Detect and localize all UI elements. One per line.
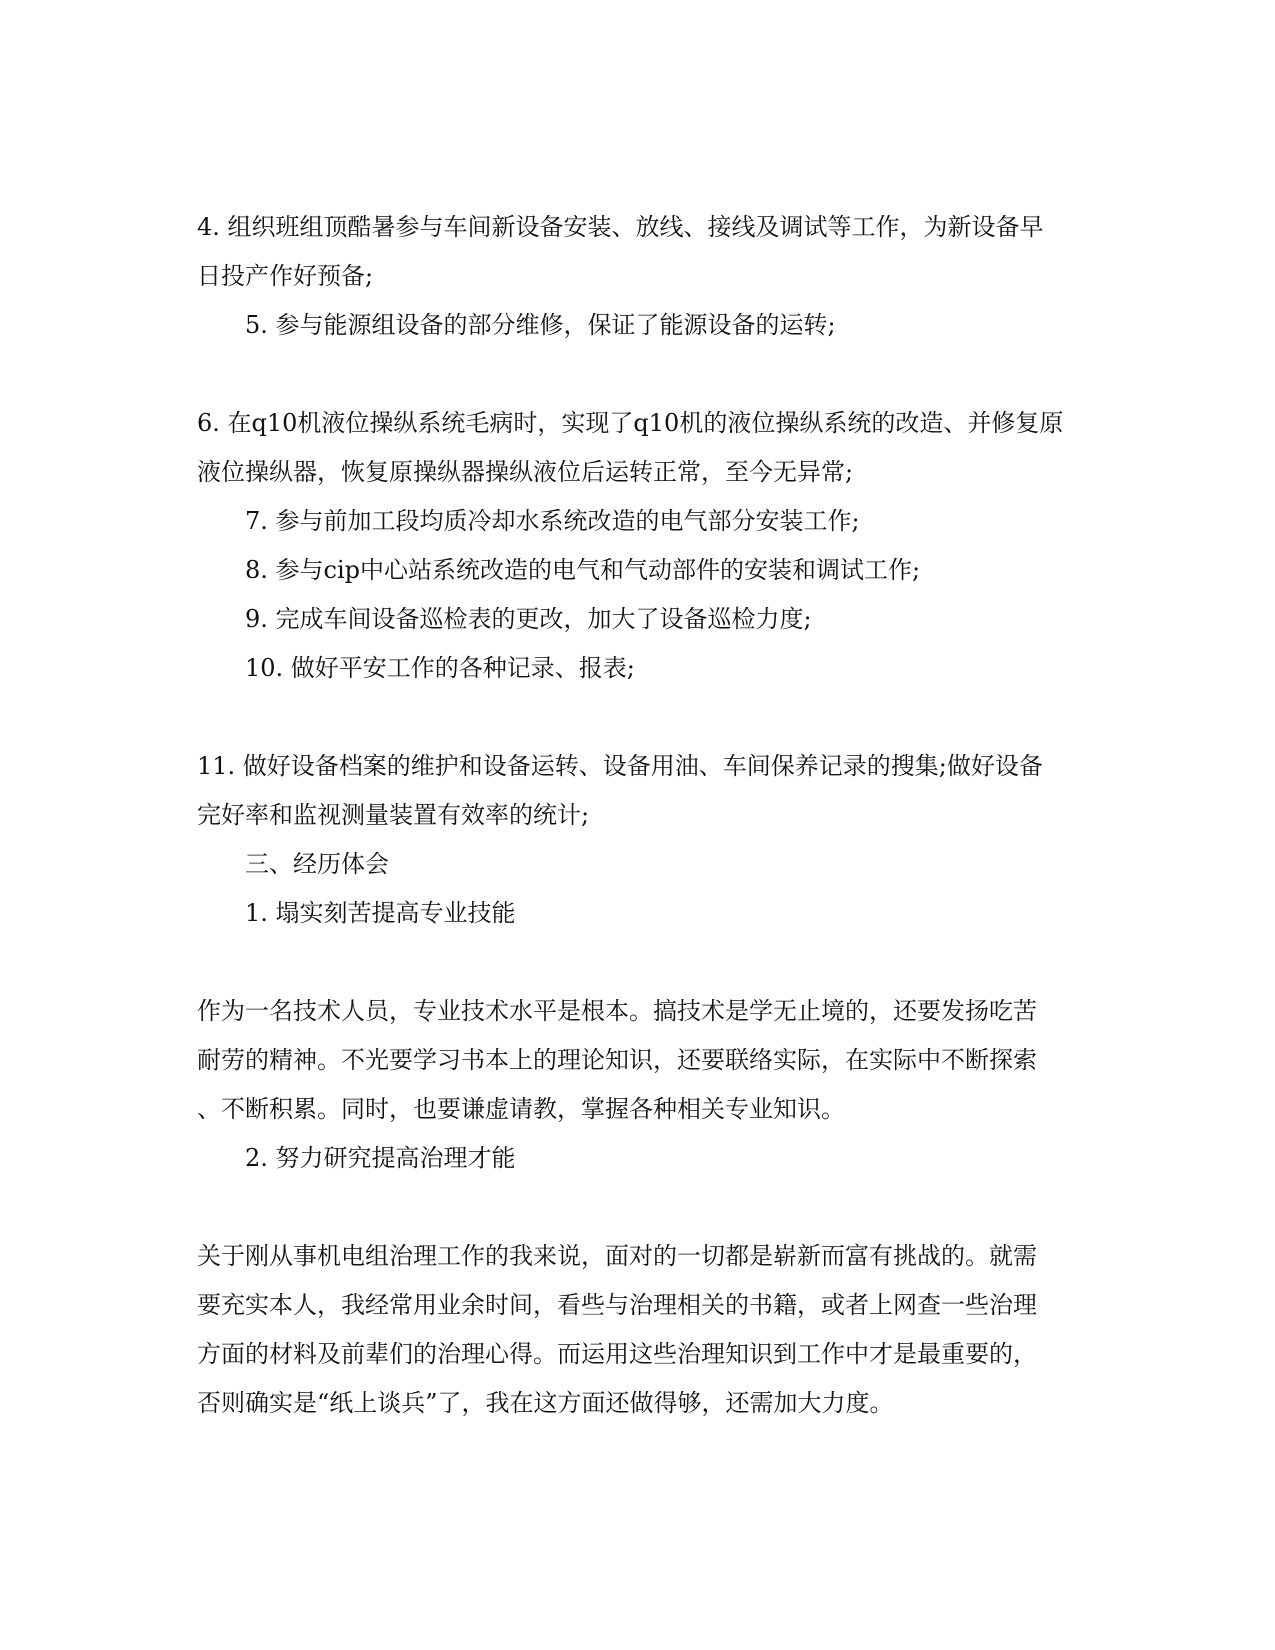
text-line: 11. 做好设备档案的维护和设备运转、设备用油、车间保养记录的搜集;做好设备	[197, 752, 1043, 780]
text-line: 耐劳的精神。不光要学习书本上的理论知识，还要联络实际，在实际中不断探索	[197, 1046, 1037, 1074]
paragraph-gap	[197, 350, 1077, 399]
text-line: 8. 参与cip中心站系统改造的电气和气动部件的安装和调试工作;	[245, 556, 921, 584]
text-line: 4. 组织班组顶酷暑参与车间新设备安装、放线、接线及调试等工作，为新设备早	[197, 213, 1044, 241]
paragraph-gap	[197, 693, 1077, 742]
document-body	[197, 203, 1077, 1428]
paragraph-gap	[197, 1183, 1077, 1232]
text-line: 6. 在q10机液位操纵系统毛病时，实现了q10机的液位操纵系统的改造、并修复原	[197, 409, 1064, 437]
text-line: 方面的材料及前辈们的治理心得。而运用这些治理知识到工作中才是最重要的，	[197, 1340, 1037, 1368]
text-line: 要充实本人，我经常用业余时间，看些与治理相关的书籍，或者上网查一些治理	[197, 1291, 1037, 1319]
text-line: 完好率和监视测量装置有效率的统计;	[197, 801, 590, 829]
subheading: 2. 努力研究提高治理才能	[245, 1144, 516, 1172]
section-heading: 三、经历体会	[245, 850, 389, 878]
text-line: 作为一名技术人员，专业技术水平是根本。搞技术是学无止境的，还要发扬吃苦	[197, 997, 1037, 1025]
text-line: 、不断积累。同时，也要谦虚请教，掌握各种相关专业知识。	[197, 1095, 845, 1123]
paragraph-gap	[197, 938, 1077, 987]
text-line: 液位操纵器，恢复原操纵器操纵液位后运转正常，至今无异常;	[197, 458, 854, 486]
text-line: 否则确实是“纸上谈兵”了，我在这方面还做得够，还需加大力度。	[197, 1389, 894, 1417]
text-line: 9. 完成车间设备巡检表的更改，加大了设备巡检力度;	[245, 605, 812, 633]
text-line: 5. 参与能源组设备的部分维修，保证了能源设备的运转;	[245, 311, 836, 339]
subheading: 1. 塌实刻苦提高专业技能	[245, 899, 516, 927]
text-line: 10. 做好平安工作的各种记录、报表;	[245, 654, 635, 682]
text-line: 关于刚从事机电组治理工作的我来说，面对的一切都是崭新而富有挑战的。就需	[197, 1242, 1037, 1270]
text-line: 日投产作好预备;	[197, 262, 374, 290]
text-line: 7. 参与前加工段均质冷却水系统改造的电气部分安装工作;	[245, 507, 860, 535]
